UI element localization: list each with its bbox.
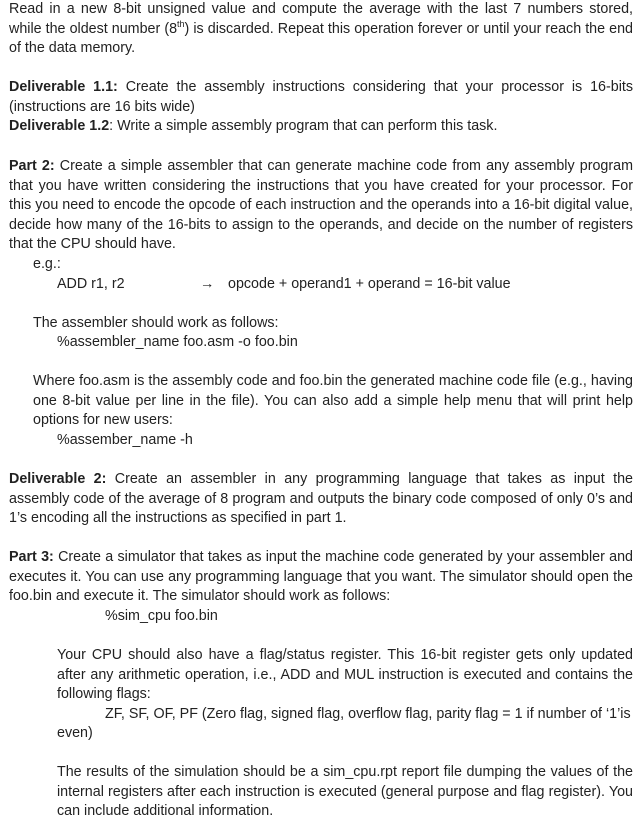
results-paragraph: The results of the simulation should be a sim_cpu.rpt report file dumping the values of the internal registers after each instruction is executed (general purpose and flag register). You can include additional information. <box>57 764 633 819</box>
deliverable-1-1 <box>9 78 633 117</box>
simulator-command: %sim_cpu foo.bin <box>105 608 218 624</box>
flag-register-paragraph: Your CPU should also have a flag/status register. This 16-bit register gets only updated after any arithmetic operation, i.e., ADD and MUL instruction is executed and contains the following flags: <box>57 647 633 702</box>
assembler-command: %assembler_name foo.asm -o foo.bin <box>57 334 298 350</box>
part-3-text: Create a simulator that takes as input the machine code generated by your assembler and executes it. You can use any programming language that you want. The simulator should open the foo.bin and execute it. The simulator should work as follows: <box>9 549 633 604</box>
deliverable-1-2 <box>9 117 633 137</box>
arrow-icon: → <box>200 276 215 292</box>
assembler-intro: The assembler should work as follows: <box>33 315 279 331</box>
intro-text: Read in a new 8-bit unsigned value and compute the average with the last 7 numbers stored, while the oldest number (8 <box>9 1 633 37</box>
part-2-paragraph <box>9 157 633 255</box>
where-paragraph: Where foo.asm is the assembly code and foo.bin the generated machine code file (e.g., having one 8-bit value per line in the file). You can also add a simple help menu that will print help options for new users: <box>33 373 633 428</box>
ordinal-superscript: th <box>177 18 185 29</box>
deliverable-1-1-label: Deliverable 1.1: <box>9 79 118 95</box>
flags-list-continued: even) <box>57 725 93 741</box>
flags-list: ZF, SF, OF, PF (Zero flag, signed flag, overflow flag, parity flag = 1 if number of ‘1’is <box>105 706 631 722</box>
example-result: opcode + operand1 + operand = 16-bit value <box>228 276 511 292</box>
part-3-label: Part 3: <box>9 549 54 565</box>
deliverable-1-2-label: Deliverable 1.2 <box>9 118 110 134</box>
part-2-text: Create a simple assembler that can generate machine code from any assembly program that you have written considering the instructions that you have created for your processor. For this you need to encode the opcode of each instruction and the operands into a 16-bit digital value, decide how many of the 16-bits to assign to the operands, and decide on the number of registers that the CPU should have. <box>9 158 633 252</box>
help-command: %assember_name -h <box>57 432 193 448</box>
deliverable-1-1-text: Create the assembly instructions considering that your processor is 16-bits (instructions are 16 bits wide) <box>9 79 633 115</box>
deliverable-2-label: Deliverable 2: <box>9 471 107 487</box>
deliverable-1-2-text: : Write a simple assembly program that can perform this task. <box>109 118 498 134</box>
intro-paragraph <box>9 0 633 59</box>
deliverable-2-text: Create an assembler in any programming language that takes as input the assembly code of the average of 8 program and outputs the binary code composed of only 0’s and 1’s encoding all the instructions as specified in part 1. <box>9 471 633 526</box>
intro-text-end: ) is discarded. Repeat this operation forever or until your reach the end of the data memory. <box>9 20 633 56</box>
deliverable-2 <box>9 470 633 529</box>
part-3-paragraph <box>9 548 633 607</box>
example-code: ADD r1, r2 <box>57 276 125 292</box>
example-label: e.g.: <box>33 256 61 272</box>
part-2-label: Part 2: <box>9 158 55 174</box>
